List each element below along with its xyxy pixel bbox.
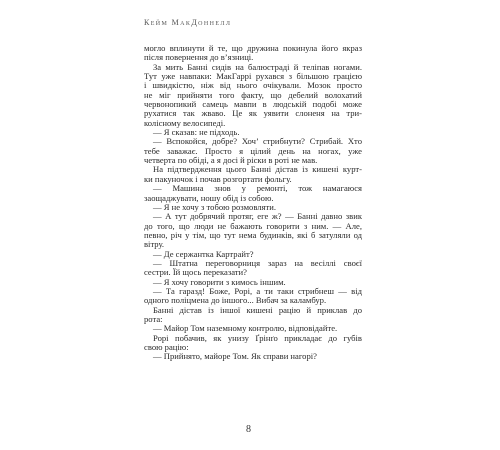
text-line: заощаджувати, ношу обід із собою. <box>144 193 274 203</box>
text-line: певно, річ у тім, що тут нема будинків, які б затуляли од <box>144 230 362 240</box>
text-line: — Я хочу говорити з кимось іншим. <box>153 277 286 287</box>
text-line: свою рацію: <box>144 343 189 352</box>
page-number: 8 <box>246 424 251 435</box>
text-line: — Вспокойся, добре? Хоч’ стрибнути? Стрибай. Хто <box>153 137 362 147</box>
text-line: вітру. <box>144 240 165 250</box>
text-line: — Майор Том наземному контролю, відповідайте. <box>153 324 338 334</box>
text-line: могло вплинути й те, що дружина покинула його якраз <box>144 44 362 53</box>
text-line: червонопикий самець мавпи в людській подобі може <box>144 100 362 110</box>
text-line: Тут уже навпаки: МакГаррі рухався з більшою грацією <box>144 72 362 82</box>
running-head: Кейм МакДоннелл <box>144 18 232 27</box>
text-line: На підтвердження цього Банні дістав із кишені курт- <box>153 165 362 175</box>
text-line: — Я не хочу з тобою розмовляти. <box>153 202 277 212</box>
text-line: рухатися так жваво. Це як уявити слоненя на три- <box>144 109 362 119</box>
text-line: — А тут добрячий протяг, еге ж? — Банні давно звик <box>153 212 362 222</box>
text-line: тебе заважає. Просто я цілий день на ногах, уже <box>144 146 362 156</box>
text-line: не міг прийняти того факту, що дебелий волохатий <box>144 90 362 100</box>
body-text <box>144 44 362 362</box>
text-line: і швидкістю, ніж від нього очікували. Мозок просто <box>144 81 362 91</box>
text-line: одного поліцмена до іншого... Вибач за каламбур. <box>144 296 327 306</box>
text-line: рота: <box>144 314 163 324</box>
text-line: після повернення до в’язниці. <box>144 53 254 63</box>
text-line: — Машина знов у ремонті, тож намагаюся <box>153 184 362 194</box>
text-line: четверта по обіді, а я досі й ріски в роті не мав. <box>144 156 318 166</box>
text-line: колісному велосипеді. <box>144 118 226 128</box>
text-line: Банні дістав із іншої кишені рацію й приклав до <box>153 305 362 315</box>
text-line: — Прийнято, майоре Том. Як справи нагорі? <box>153 352 317 362</box>
text-line: до того, що люди не бажають говорити з ним. — Але, <box>144 221 362 231</box>
text-line: — Та гаразд! Боже, Рорі, а ти таки стрибнеш — від <box>153 286 362 296</box>
text-line: За мить Банні сидів на балюстраді й теліпав ногами. <box>153 62 362 72</box>
text-line: — Де сержантка Картрайт? <box>153 249 254 259</box>
text-line: ки пакуночок і почав розгортати фольгу. <box>144 174 292 184</box>
text-line: Рорі побачив, як унизу Ґрінґо прикладає до губів <box>153 333 362 343</box>
text-line: — Я сказав: не підходь. <box>153 128 240 138</box>
text-line: — Штатна переговорниця зараз на весіллі своєї <box>153 258 362 268</box>
text-line: сестри. Їй щось переказати? <box>144 268 247 278</box>
